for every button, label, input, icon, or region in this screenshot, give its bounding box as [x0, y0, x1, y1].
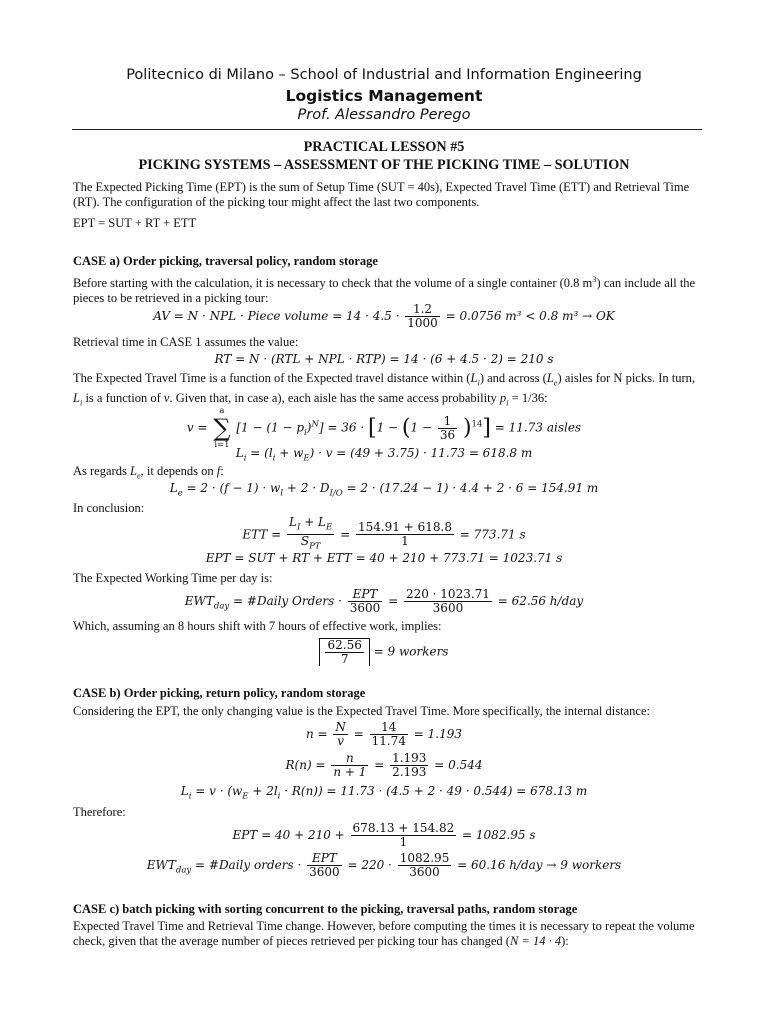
equation-ewt: $EWT_{day}$ = #Daily Orders · $\frac{\text{EPT}}{3600}$ = $\frac{220 \cdot 1023.71}{3600}$ = 62.56 h/day — [184, 587, 584, 615]
equation-av: AV = N · NPL · Piece volume = 14 · 4.5 · $\frac{1.2}{1000}$ = 0.0756 m³ < 0.8 m³ → OK — [153, 302, 615, 330]
equation-li: $L_i = (l_i + w_E) \cdot v = (49 + 3.75) \cdot 11.73 = 618.8$ m — [235, 446, 533, 464]
professor-name: Prof. Alessandro Perego — [297, 107, 471, 123]
equation-n: n = $\frac{N}{v}$ = $\frac{14}{11.74}$ = 1.193 — [305, 720, 463, 748]
equation-le: $L_e = 2 \cdot (f - 1) \cdot w_l + 2 \cdot D_{I/O} = 2 \cdot (17.24 - 1) \cdot 4.4 + 2 \cdot 6 = 154.91$ m — [169, 481, 599, 499]
case-a-paragraph-5: In conclusion: — [73, 501, 145, 515]
equation-ept-return: EPT = 40 + 210 + $\frac{678.13 + 154.82}{1}$ = 1082.95 s — [232, 821, 536, 849]
intro-formula: EPT = SUT + RT + ETT — [73, 216, 197, 230]
institution-header: Politecnico di Milano – School of Industrial and Information Engineering — [126, 67, 642, 83]
equation-ett: ETT = $\frac{L_I + L_E}{S_{PT}}$ = $\frac{154.91 + 618.8}{1}$ = 773.71 s — [242, 515, 526, 552]
course-title: Logistics Management — [285, 87, 483, 105]
lesson-title: PRACTICAL LESSON #5 — [303, 139, 465, 155]
equation-li-return: $L_i = v \cdot (w_E + 2l_i \cdot R(n)) = 11.73 \cdot (4.5 + 2 \cdot 49 \cdot 0.544) = 678.13$ m — [180, 784, 588, 802]
equation-rn: R(n) = $\frac{n}{n + 1}$ = $\frac{1.193}{2.193}$ = 0.544 — [285, 751, 483, 779]
case-c-paragraph-1: Expected Travel Time and Retrieval Time change. However, before computing the times it is necessary to repeat the volume check, given that the average number of pieces retrieved per picking tour has changed (N = 14 · 4): — [73, 919, 695, 948]
case-a-paragraph-7: Which, assuming an 8 hours shift with 7 hours of effective work, implies: — [73, 619, 442, 633]
intro-paragraph: The Expected Picking Time (EPT) is the sum of Setup Time (SUT = 40s), Expected Travel Time (ETT) and Retrieval Time (RT). The configuration of the picking tour might affect the last two components. — [73, 180, 690, 209]
header-divider — [72, 129, 702, 130]
case-a-heading: CASE a) Order picking, traversal policy, random storage — [73, 254, 378, 268]
equation-ept: EPT = SUT + RT + ETT = 40 + 210 + 773.71 = 1023.71 s — [205, 551, 563, 565]
case-b-heading: CASE b) Order picking, return policy, random storage — [73, 686, 366, 700]
case-c-heading: CASE c) batch picking with sorting concurrent to the picking, traversal paths, random storage — [73, 902, 578, 916]
case-a-paragraph-4: As regards $L_e$, it depends on f: — [73, 464, 224, 481]
equation-workers: $\frac{62.56}{7}$ = 9 workers — [0, 638, 768, 666]
case-a-paragraph-2: Retrieval time in CASE 1 assumes the value: — [73, 335, 299, 349]
case-a-paragraph-3: The Expected Travel Time is a function of the Expected travel distance within $(L_i)$ and across $(L_e)$ aisles for N picks. In turn, $L_i$ is a function of v. Given that, in case a), each aisle has the same access probability $p_i = 1/36$: — [73, 371, 696, 407]
case-a-paragraph-1: Before starting with the calculation, it is necessary to check that the volume of a single container (0.8 $m^3$) can include all the pieces to be retrieved in a picking tour: — [73, 274, 696, 306]
equation-v: v = a ∑ i=1 $[1 - (1 - p_i)^N] = 36 \cdot [1 - (1$ − $\frac{1}{36}$ )$^{14}$] = 11.73 aisles — [186, 406, 582, 450]
lesson-subtitle: PICKING SYSTEMS – ASSESSMENT OF THE PICKING TIME – SOLUTION — [138, 157, 630, 173]
case-b-paragraph-1: Considering the EPT, the only changing value is the Expected Travel Time. More specifically, the internal distance: — [73, 704, 650, 718]
equation-rt: RT = N · (RTL + NPL · RTP) = 14 · (6 + 4.5 · 2) = 210 s — [214, 352, 554, 366]
case-a-paragraph-6: The Expected Working Time per day is: — [73, 571, 273, 585]
case-b-paragraph-2: Therefore: — [73, 805, 126, 819]
equation-ewt-return: $EWT_{day}$ = #Daily orders · $\frac{\text{EPT}}{3600}$ = 220 · $\frac{1082.95}{3600}$ = 60.16 h/day → 9 workers — [146, 851, 622, 879]
